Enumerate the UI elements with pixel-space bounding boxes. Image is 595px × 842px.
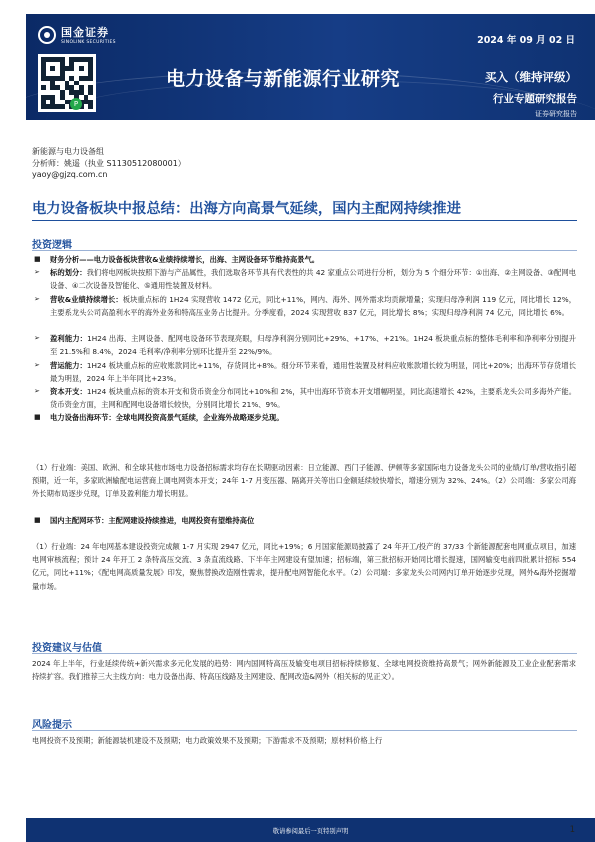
logic-bullet-item — [32, 253, 576, 266]
arrow-bullet-icon: ➢ — [34, 334, 40, 343]
logo-name-en: SINOLINK SECURITIES — [61, 40, 116, 45]
page-number: 1 — [569, 825, 575, 835]
logic-bullet-text: 财务分析——电力设备板块营收&业绩持续增长，出海、主网设备环节维持高景气。 — [50, 255, 320, 264]
analyst-name: 分析师：姚遥（执业 S1130512080001） — [32, 158, 186, 168]
analyst-email[interactable]: yaoy@gjzq.com.cn — [32, 170, 108, 179]
section-divider — [32, 250, 577, 251]
arrow-bullet-icon: ➢ — [34, 387, 40, 395]
qr-code[interactable] — [38, 54, 96, 112]
logic-bullet-text: 标的划分：我们将电网板块按照下游与产品属性，我们选取各环节具有代表性的共 42 家重点公司进行分析，划分为 5 个细分环节：①出海、②主网设备、③配网电设备、④二次设备及智能化、⑤通用性装置及材料。 — [50, 268, 576, 291]
grid-paragraph: （1）行业端：24 年电网基本建设投资完成额 1-7 月实现 2947 亿元，同比+19%；6 月国家能源局披露了 24 年开工/投产的 37/33 个新能源配套电网重点项目，加速电网审核流程；预计 24 年开工 2 条特高压交流、3 条直流线路、下半年主网建设有望加速；招标端，第三批招标开始同比增长提速，国网输变电前四批累计招标 554 亿元，同比+11%；《配电网高质量发展》印发，聚焦替换改造刚性需求，提升配电网智能化水平。（2）公司端：多家龙头公司网内订单开始逐步兑现，网外&海外挖掘增量市场。 — [32, 542, 576, 591]
outbound-paragraph: （1）行业端：美国、欧洲、和全球其他市场电力设备招标需求均存在长期驱动因素：日立能源、西门子能源、伊顿等多家国际电力设备龙头公司的业绩/订单/营收指引超预期，近一年，多家欧洲输配电运营商上调电网资本开支；24年 1-7 月变压器、隔离开关等出口金额延续较快增长，增速分别为 32%、24%。（2）公司端：多家公司海外长期布局逐步兑现，订单及盈利能力增长明显。 — [32, 463, 576, 499]
analyst-info — [32, 146, 186, 181]
logic-bullet-text: 电力设备出海环节：全球电网投资高景气延续，企业海外战略逐步兑现。 — [50, 413, 284, 423]
logic-bullet-text: 资本开支：1H24 板块重点标的资本开支和货币资金分布同比+10%和 2%，其中出海环节资本开支增幅明显，同比高速增长 42%，主要系龙头公司多海外产能。货币资金方面，主网和配网电设备增长较快，分别同比增长 21%、9%。 — [50, 387, 577, 410]
disclaimer-note[interactable]: 敬请参阅最后一页特别声明 — [272, 828, 349, 835]
bullet-grid-text: 国内主配网环节：主配网建设持续推进，电网投资有望维持高位 — [50, 516, 255, 525]
industry-title: 电力设备与新能源行业研究 — [166, 68, 401, 90]
company-logo — [38, 24, 116, 45]
logic-bullet-text: 营收&业绩持续增长：板块重点标的 1H24 实现营收 1472 亿元，同比+11%，网内、海外、网外需求均贡献增量；实现归母净利润 119 亿元，同比增长 12%，主要系龙头公司高盈利水平的海外业务和特高压业务占比提升。分季度看，2024 实现营收 837 亿元，同比增长 8%；实现归母净利润 74 亿元，同比增长 6%。 — [50, 294, 576, 317]
square-bullet-icon: ■ — [34, 255, 41, 263]
risk-paragraph: 电网投资不及预期；新能源装机建设不及预期；电力政策效果不及预期；下游需求不及预期；原材料价格上行 — [32, 736, 383, 745]
section-divider — [32, 653, 577, 654]
logo-name-cn: 国金证券 — [61, 26, 109, 39]
logic-bullet-item — [32, 411, 576, 424]
qr-badge-icon: P — [70, 98, 82, 110]
logo-mark-icon — [38, 26, 56, 44]
report-department: 证券研究报告 — [535, 110, 577, 118]
logic-bullet-item — [32, 359, 576, 385]
logic-bullet-item — [32, 332, 576, 358]
logic-bullet-text: 营运能力：1H24 板块重点标的应收账款同比+11%，存货同比+8%。细分环节来看，通用性装置及材料应收账款增长较为明显，同比+20%；出海环节存货增长最为明显，2024 年上半年同比+23%。 — [50, 360, 577, 383]
section-title-logic: 投资逻辑 — [32, 240, 72, 251]
section-title-advice: 投资建议与估值 — [32, 643, 102, 654]
page-footer — [26, 818, 595, 842]
advice-paragraph: 2024 年上半年，行业延续传统+新兴需求多元化发展的趋势：网内国网特高压及输变电项目招标持续修复、全球电网投资维持高景气；网外新能源及工业企业配套需求持续扩容。我们推荐三大主线方向：电力设备出海、特高压线路及主网建设、配网改造&网外（相关标的见正文）。 — [32, 659, 576, 682]
arrow-bullet-icon: ➢ — [34, 360, 40, 369]
square-bullet-icon: ■ — [34, 516, 41, 524]
logic-bullet-item — [32, 293, 576, 319]
section-title-risk: 风险提示 — [32, 720, 72, 731]
report-date: 2024 年 09 月 02 日 — [477, 35, 575, 46]
logic-bullet-item — [32, 385, 576, 411]
title-divider — [32, 220, 577, 221]
report-type: 行业专题研究报告 — [493, 93, 577, 105]
report-header-banner — [26, 14, 595, 120]
logic-bullet-item — [32, 266, 576, 292]
report-main-title: 电力设备板块中报总结：出海方向高景气延续，国内主配网持续推进 — [32, 201, 461, 217]
section-divider — [32, 730, 577, 731]
rating-label: 买入（维持评级） — [485, 70, 577, 84]
arrow-bullet-icon: ➢ — [34, 268, 40, 277]
analyst-group: 新能源与电力设备组 — [32, 147, 104, 156]
arrow-bullet-icon: ➢ — [34, 294, 40, 303]
bullet-grid — [32, 514, 576, 527]
square-bullet-icon: ■ — [34, 413, 41, 422]
logic-bullet-text: 盈利能力：1H24 出海、主网设备、配网电设备环节表现亮眼，归母净利润分别同比+29%、+17%、+21%。1H24 板块重点标的整体毛利率和净利率分别提升至 21.5%和 8.4%，2024 毛利率/净利率分别环比提升至 22%/9%。 — [50, 334, 576, 357]
